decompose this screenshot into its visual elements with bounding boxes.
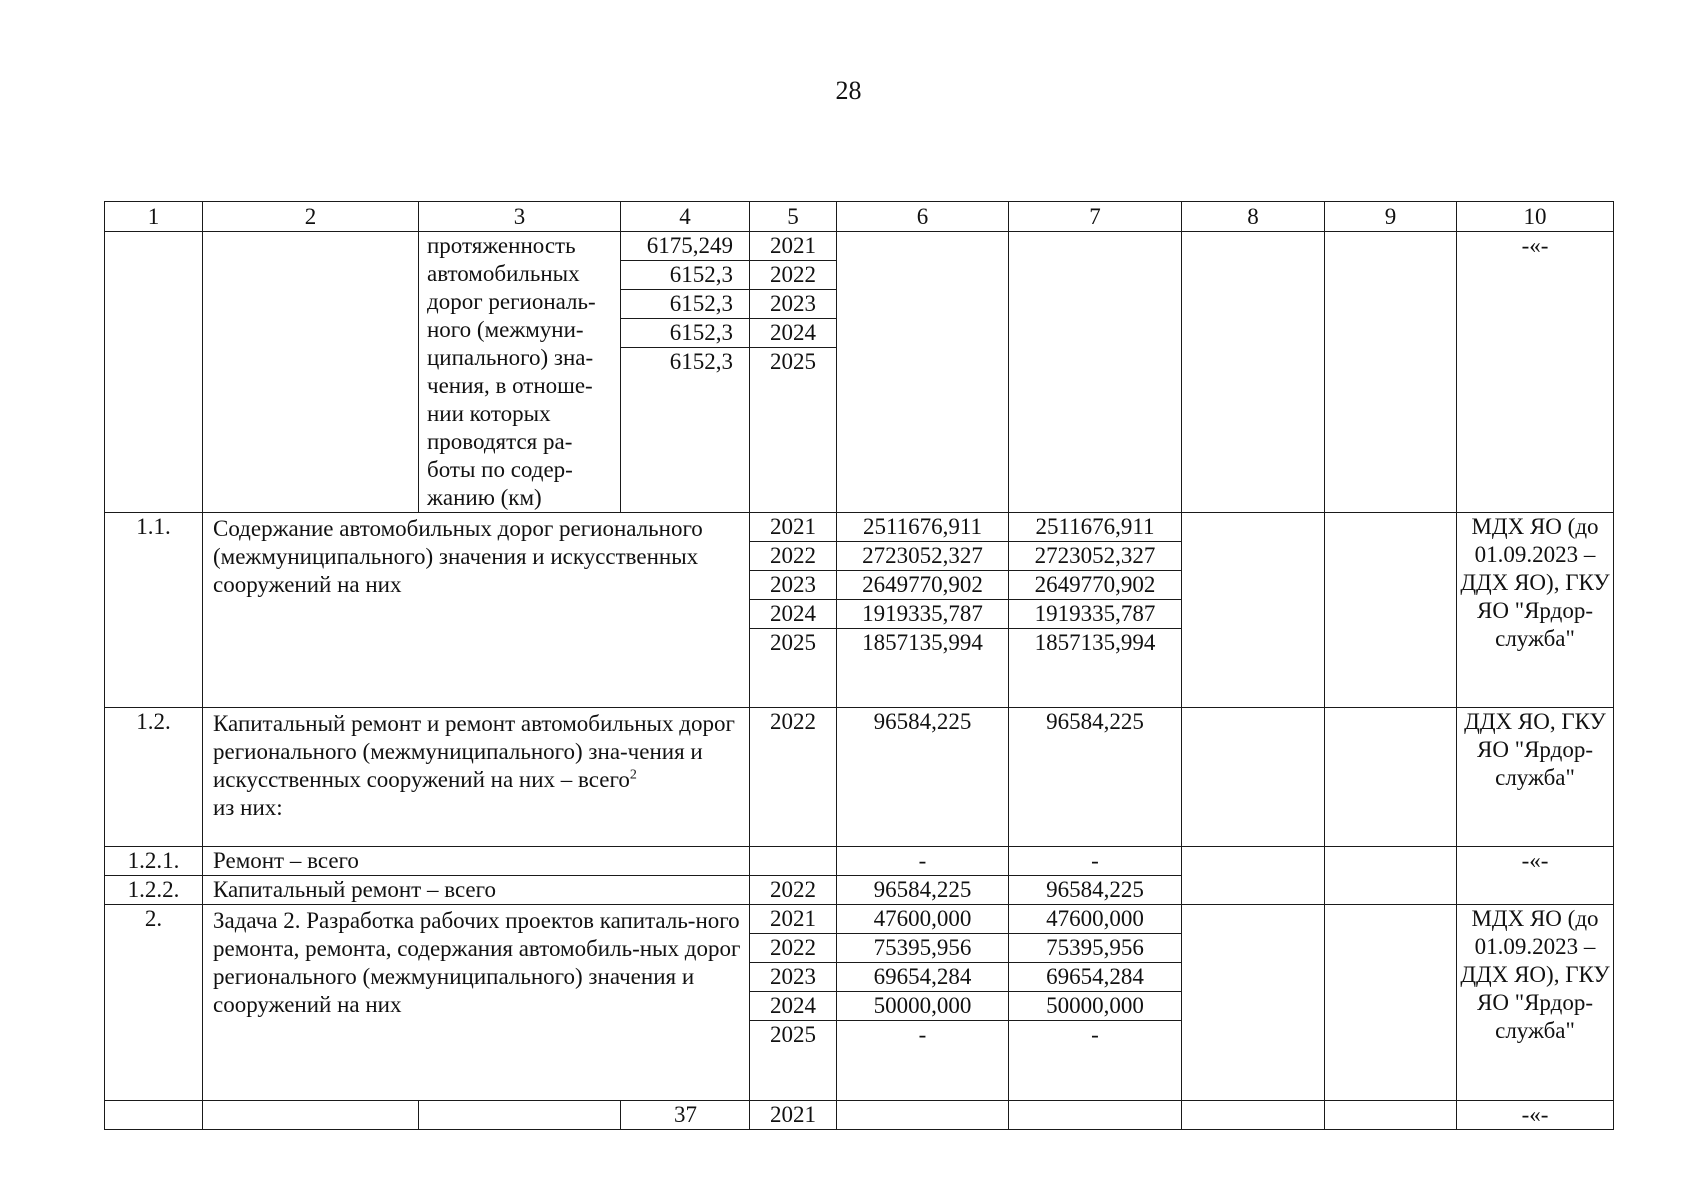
indicator-value: 6175,249 xyxy=(621,232,749,261)
amount-cell: 75395,956 xyxy=(1009,934,1181,963)
indicator-value: 6152,3 xyxy=(669,349,733,374)
row-name: Капитальный ремонт – всего xyxy=(203,876,750,905)
amount-cell: - xyxy=(1091,1022,1099,1047)
year-cell xyxy=(750,847,837,876)
header-cell: 9 xyxy=(1325,202,1457,232)
year-cell: 2023 xyxy=(750,963,836,992)
year-cell: 2025 xyxy=(770,1022,816,1047)
table-row xyxy=(105,708,1614,847)
year-cell: 2021 xyxy=(750,905,836,934)
amount-cell: 96584,225 xyxy=(837,876,1009,905)
row-number: 1.2. xyxy=(105,708,203,847)
row-name: Задача 2. Разработка рабочих проектов капиталь-ного ремонта, ремонта, содержания автомобиль-ных дорог регионального (межмуниципального) значения и сооружений на них xyxy=(203,905,750,1101)
row-number: 1.2.1. xyxy=(105,847,203,876)
amount-cell: 47600,000 xyxy=(1009,905,1181,934)
row-number: 2. xyxy=(105,905,203,1101)
indicator-value: 6152,3 xyxy=(621,319,749,348)
year-cell: 2025 xyxy=(770,630,816,655)
header-cell: 8 xyxy=(1182,202,1325,232)
header-cell: 3 xyxy=(419,202,621,232)
indicator-values xyxy=(621,232,750,513)
header-cell: 6 xyxy=(837,202,1009,232)
amount-cell: 50000,000 xyxy=(1009,992,1181,1021)
indicator-value: 37 xyxy=(621,1101,750,1130)
amount-cell: 50000,000 xyxy=(837,992,1008,1021)
executor-cell: ДДХ ЯО, ГКУ ЯО "Ярдор-служба" xyxy=(1457,708,1614,847)
amount-cell: 69654,284 xyxy=(837,963,1008,992)
footnote-mark: 2 xyxy=(629,767,637,783)
row-name: Содержание автомобильных дорог регионального (межмуниципального) значения и искусственных сооружений на них xyxy=(203,513,750,708)
executor-cell: МДХ ЯО (до 01.09.2023 – ДДХ ЯО), ГКУ ЯО "Ярдор-служба" xyxy=(1457,513,1614,708)
amount-cell: - xyxy=(918,1022,927,1047)
year-cell: 2021 xyxy=(750,513,836,542)
header-row xyxy=(105,202,1614,232)
header-cell: 10 xyxy=(1457,202,1614,232)
indicator-years xyxy=(750,232,837,513)
executor-cell: -«- xyxy=(1457,232,1614,513)
year-cell: 2022 xyxy=(750,934,836,963)
table-row xyxy=(105,513,1614,708)
program-table xyxy=(104,201,1614,1130)
year-cell: 2025 xyxy=(770,349,816,374)
year-cell: 2022 xyxy=(750,708,837,847)
amount-cell: 96584,225 xyxy=(837,708,1009,847)
table-row xyxy=(105,847,1614,876)
year-cell: 2022 xyxy=(750,261,836,290)
amount-cell: 2511676,911 xyxy=(1009,513,1181,542)
amount-cell: 2649770,902 xyxy=(837,571,1008,600)
indicator-value: 6152,3 xyxy=(621,290,749,319)
amount-cell: 2723052,327 xyxy=(837,542,1008,571)
amount-cell: 1919335,787 xyxy=(1009,600,1181,629)
amount-cell: 75395,956 xyxy=(837,934,1008,963)
amount-cell: 1857135,994 xyxy=(862,630,983,655)
year-cell: 2022 xyxy=(750,542,836,571)
row-number: 1.1. xyxy=(105,513,203,708)
amount-cell: 2723052,327 xyxy=(1009,542,1181,571)
executor-cell: -«- xyxy=(1457,1101,1614,1130)
year-cell: 2022 xyxy=(750,876,837,905)
row-name: Ремонт – всего xyxy=(203,847,750,876)
row-number: 1.2.2. xyxy=(105,876,203,905)
table-row xyxy=(105,1101,1614,1130)
year-cell: 2023 xyxy=(750,571,836,600)
year-cell: 2024 xyxy=(750,600,836,629)
year-cell: 2023 xyxy=(750,290,836,319)
year-cell: 2024 xyxy=(750,319,836,348)
header-cell: 2 xyxy=(203,202,419,232)
amount-cell: 96584,225 xyxy=(1009,876,1182,905)
year-cell: 2021 xyxy=(750,1101,837,1130)
amount-cell: 69654,284 xyxy=(1009,963,1181,992)
amount-cell: 1919335,787 xyxy=(837,600,1008,629)
amount-cell: 47600,000 xyxy=(837,905,1008,934)
indicator-text: протяженность автомобильных дорог региональ-ного (межмуни-ципального) зна-чения, в отноше-нии которых проводятся ра-боты по содер-жанию (км) xyxy=(419,232,621,513)
table-row xyxy=(105,905,1614,1101)
executor-cell: МДХ ЯО (до 01.09.2023 – ДДХ ЯО), ГКУ ЯО "Ярдор-служба" xyxy=(1457,905,1614,1101)
year-cell: 2024 xyxy=(750,992,836,1021)
indicator-row xyxy=(105,232,1614,513)
amount-cell: - xyxy=(1009,847,1182,876)
amount-cell: 2649770,902 xyxy=(1009,571,1181,600)
page-number: 28 xyxy=(835,76,862,105)
header-cell: 7 xyxy=(1009,202,1182,232)
year-cell: 2021 xyxy=(750,232,836,261)
amount-cell: - xyxy=(837,847,1009,876)
amount-cell: 1857135,994 xyxy=(1034,630,1156,655)
header-cell: 5 xyxy=(750,202,837,232)
header-cell: 4 xyxy=(621,202,750,232)
indicator-value: 6152,3 xyxy=(621,261,749,290)
amount-cell: 2511676,911 xyxy=(837,513,1008,542)
executor-cell: -«- xyxy=(1457,847,1614,905)
row-name: Капитальный ремонт и ремонт автомобильных дорог регионального (межмуниципального) зна-чения и искусственных сооружений на них – всего$^2$ из них: xyxy=(203,708,750,847)
amount-cell: 96584,225 xyxy=(1009,708,1182,847)
header-cell: 1 xyxy=(105,202,203,232)
